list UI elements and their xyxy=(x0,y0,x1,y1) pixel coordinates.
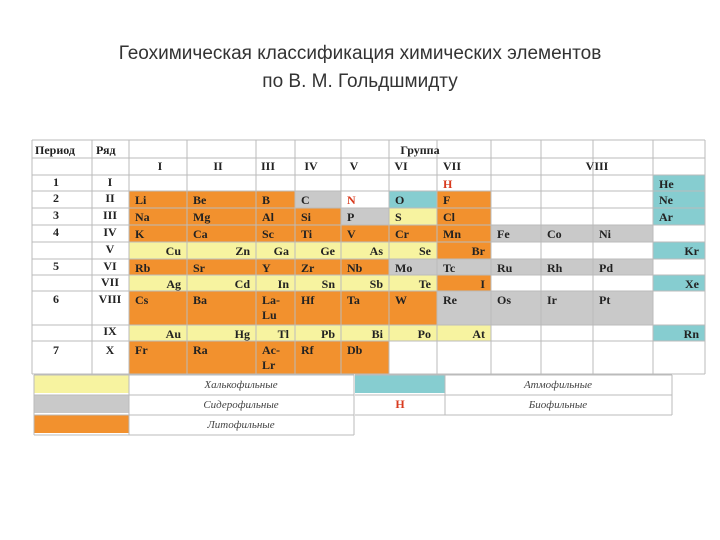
element-symbol: Sc xyxy=(262,227,274,241)
element-symbol: Os xyxy=(497,293,512,307)
group-label: IV xyxy=(304,159,318,173)
element-symbol: Ac- xyxy=(262,343,280,357)
element-symbol: Ca xyxy=(193,227,208,241)
element-symbol: Zr xyxy=(301,261,315,275)
element-symbol: Hf xyxy=(301,293,315,307)
element-symbol: Rf xyxy=(301,343,314,357)
element-symbol: Pd xyxy=(599,261,614,275)
element-symbol: F xyxy=(443,193,451,207)
legend-label-bio: Биофильные xyxy=(528,399,588,411)
element-symbol: Cu xyxy=(165,244,181,258)
element-symbol: Po xyxy=(417,327,431,341)
element-symbol: Ta xyxy=(347,293,360,307)
element-symbol: Db xyxy=(347,343,363,357)
element-symbol: Fe xyxy=(497,227,510,241)
element-symbol: Pt xyxy=(599,293,611,307)
element-symbol: B xyxy=(262,193,271,207)
element-symbol: V xyxy=(347,227,356,241)
element-symbol: Tc xyxy=(443,261,456,275)
group-label: V xyxy=(349,159,359,173)
element-symbol: Rh xyxy=(547,261,563,275)
element-symbol: Zn xyxy=(235,244,250,258)
element-symbol: Be xyxy=(193,193,207,207)
group-label: VI xyxy=(394,159,408,173)
element-symbol: Mo xyxy=(395,261,413,275)
legend-label-atmo: Атмофильные xyxy=(523,379,593,391)
row-label: VIII xyxy=(98,292,122,306)
element-symbol: Tl xyxy=(277,327,289,341)
element-symbol: Mn xyxy=(443,227,461,241)
element-symbol: Na xyxy=(135,210,150,224)
period-label: 7 xyxy=(53,343,59,357)
element-cell xyxy=(256,275,295,291)
element-symbol: Sb xyxy=(369,277,383,291)
element-symbol: Hg xyxy=(234,327,250,341)
element-symbol: Ga xyxy=(273,244,289,258)
element-symbol: Lu xyxy=(262,308,277,322)
element-symbol: N xyxy=(347,193,356,207)
element-symbol: Mg xyxy=(193,210,211,224)
element-symbol: Sr xyxy=(193,261,205,275)
element-symbol: Ba xyxy=(193,293,208,307)
element-symbol: Lr xyxy=(262,358,276,372)
row-label: VI xyxy=(103,259,117,273)
element-symbol: Bi xyxy=(371,327,383,341)
row-label: X xyxy=(105,343,115,357)
group-label: III xyxy=(260,159,276,173)
group-header: Группа xyxy=(400,143,440,157)
element-symbol: La- xyxy=(262,293,280,307)
element-symbol: Te xyxy=(418,277,431,291)
period-label: 2 xyxy=(53,191,59,205)
row-header: Ряд xyxy=(96,143,116,157)
element-symbol: At xyxy=(472,327,485,341)
element-cell xyxy=(256,325,295,341)
element-symbol: Sn xyxy=(321,277,335,291)
element-symbol: K xyxy=(135,227,145,241)
element-symbol: Rn xyxy=(683,327,699,341)
row-label: V xyxy=(105,242,115,256)
legend-swatch-litho xyxy=(34,415,129,433)
element-symbol: Rb xyxy=(135,261,151,275)
element-symbol: Nb xyxy=(347,261,363,275)
row-label: IX xyxy=(103,324,117,338)
element-symbol: Ra xyxy=(193,343,208,357)
element-symbol: I xyxy=(480,277,485,291)
group-label: II xyxy=(213,159,223,173)
legend-label-chalco: Халькофильные xyxy=(204,379,278,391)
element-symbol: Ar xyxy=(659,210,673,224)
element-symbol: Y xyxy=(262,261,271,275)
row-label: I xyxy=(107,175,113,189)
element-symbol: He xyxy=(659,177,674,191)
element-symbol: Se xyxy=(419,244,431,258)
element-symbol: Kr xyxy=(684,244,699,258)
legend-swatch-chalco xyxy=(34,375,129,393)
element-symbol: Si xyxy=(301,210,312,224)
element-symbol: Ti xyxy=(301,227,313,241)
element-symbol: Al xyxy=(262,210,274,224)
element-symbol: H xyxy=(443,177,453,191)
row-label: II xyxy=(105,191,115,205)
period-label: 3 xyxy=(53,208,59,222)
element-symbol: Xe xyxy=(685,277,699,291)
group-label: I xyxy=(157,159,163,173)
legend-swatch-atmo xyxy=(355,375,445,393)
element-symbol: Co xyxy=(547,227,562,241)
row-label: IV xyxy=(103,225,117,239)
element-symbol: Cl xyxy=(443,210,455,224)
element-symbol: Ru xyxy=(497,261,513,275)
element-symbol: Fr xyxy=(135,343,148,357)
element-symbol: Ag xyxy=(166,277,181,291)
row-label: III xyxy=(102,208,118,222)
slide-title-line2: по В. М. Гольдшмидту xyxy=(262,71,458,92)
element-symbol: P xyxy=(347,210,355,224)
group-label: VIII xyxy=(585,159,609,173)
group-label: VII xyxy=(442,159,462,173)
element-symbol: Pb xyxy=(320,327,335,341)
element-symbol: Ge xyxy=(320,244,335,258)
element-symbol: S xyxy=(395,210,402,224)
period-label: 1 xyxy=(53,175,59,189)
legend-label-litho: Литофильные xyxy=(207,419,275,431)
element-symbol: Ni xyxy=(599,227,611,241)
element-symbol: W xyxy=(395,293,407,307)
element-symbol: In xyxy=(277,277,289,291)
element-symbol: Ne xyxy=(659,193,673,207)
element-symbol: Br xyxy=(471,244,485,258)
row-label: VII xyxy=(100,275,120,289)
element-symbol: Cs xyxy=(135,293,149,307)
element-symbol: C xyxy=(301,193,310,207)
legend-bio-symbol: H xyxy=(395,397,405,411)
element-symbol: O xyxy=(395,193,405,207)
element-symbol: Au xyxy=(165,327,181,341)
element-symbol: As xyxy=(369,244,383,258)
period-label: 4 xyxy=(53,225,59,239)
element-symbol: Li xyxy=(135,193,147,207)
period-label: 6 xyxy=(53,292,59,306)
period-header: Период xyxy=(35,143,75,157)
slide-title-line1: Геохимическая классификация химических элементов xyxy=(118,43,602,64)
element-symbol: Re xyxy=(443,293,457,307)
element-symbol: Cd xyxy=(234,277,250,291)
legend-swatch-sidero xyxy=(34,395,129,413)
element-symbol: Cr xyxy=(395,227,409,241)
period-label: 5 xyxy=(53,259,59,273)
legend-label-sidero: Сидерофильные xyxy=(203,399,279,411)
element-symbol: Ir xyxy=(547,293,557,307)
